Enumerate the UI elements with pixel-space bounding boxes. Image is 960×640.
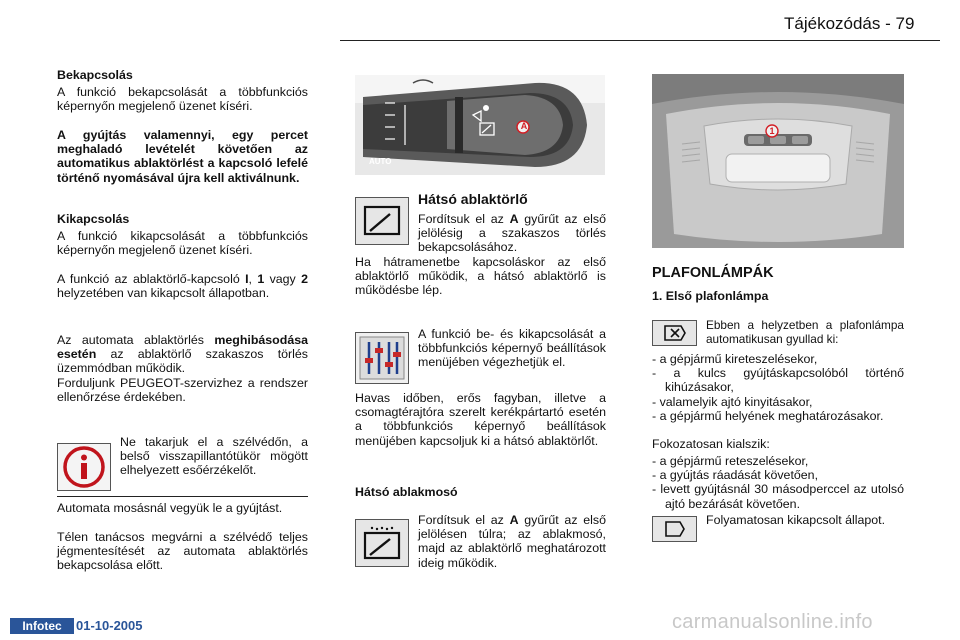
on-text: A funkció bekapcsolását a többfunkciós képernyőn megjelenő üzenet kíséri. bbox=[57, 85, 308, 114]
info-icon bbox=[57, 443, 111, 491]
info-divider bbox=[57, 496, 308, 497]
print-date: 01-10-2005 bbox=[76, 618, 143, 633]
auto-light-list bbox=[652, 352, 904, 423]
rear-washer-heading: Hátsó ablakmosó bbox=[355, 485, 458, 499]
off-text-1: A funkció kikapcsolását a többfunkciós képernyőn megjelenő üzenet kíséri. bbox=[57, 229, 308, 258]
list-item: - a gépjármű reteszelésekor, bbox=[652, 454, 809, 468]
winter-text: Télen tanácsos megvárni a szélvédő teljes jégmentesítését az automata ablaktörlés bekapcsolása előtt. bbox=[57, 530, 308, 573]
cold-weather-text: Havas időben, erős fagyban, illetve a csomagtérajtóra szerelt kerékpártartó esetén a többfunkciós képernyő beállítások menüjében kapcsoljuk ki a hátsó ablaktörlőt. bbox=[355, 391, 606, 448]
off-position-icon bbox=[652, 516, 697, 542]
list-item: - a kulcs gyújtáskapcsolóból történő kihúzásakor, bbox=[652, 366, 904, 395]
dim-heading: Fokozatosan kialszik: bbox=[652, 437, 770, 451]
list-item: - a gyújtás ráadását követően, bbox=[652, 468, 819, 483]
sensor-note: Ne takarjuk el a szélvédőn, a belső visszapillantótükör mögött elhelyezett esőérzékelőt. bbox=[120, 435, 308, 478]
reverse-text: Ha hátramenetbe kapcsoláskor az első ablaktörlő működik, a hátsó ablaktörlő is működésbe lép. bbox=[355, 255, 606, 298]
dim-list bbox=[652, 454, 904, 511]
watermark: carmanualsonline.info bbox=[672, 611, 873, 633]
infotec-logo: Infotec bbox=[10, 618, 74, 634]
off-text-2: A funkció az ablaktörlő-kapcsoló I, 1 vagy 2 helyzetében van kikapcsolt állapotban. bbox=[57, 272, 309, 301]
settings-sliders-icon bbox=[355, 332, 409, 384]
menu-text: A funkció be- és kikapcsolását a többfunkciós képernyő beállítások menüjében végezhetjük el. bbox=[418, 327, 606, 370]
rear-wiper-text: Fordítsuk el az A gyűrűt az első jelölésig a szakaszos törlés bekapcsolásához. bbox=[418, 212, 606, 255]
service-text: Forduljunk PEUGEOT-szervizhez a rendszer ellenőrzése érdekében. bbox=[57, 376, 308, 405]
header-rule bbox=[340, 40, 940, 41]
off-position-text: Folyamatosan kikapcsolt állapot. bbox=[706, 513, 886, 527]
on-heading: Bekapcsolás bbox=[57, 68, 133, 82]
label-1: 1 bbox=[769, 126, 775, 136]
auto-door-icon bbox=[652, 320, 697, 346]
rear-washer-icon bbox=[355, 519, 409, 567]
label-auto: AUTO bbox=[369, 157, 392, 166]
label-a: A bbox=[520, 121, 528, 131]
fault-text: Az automata ablaktörlés meghibásodása esetén az ablaktörlő szakaszos törlés üzemmódban működik. bbox=[57, 333, 308, 376]
page-title: Tájékozódás - 79 bbox=[784, 14, 915, 33]
rear-washer-text: Fordítsuk el az A gyűrűt az első jelölésen túlra; az ablakmosó, majd az ablaktörlő meghatározott ideig működik. bbox=[418, 513, 606, 570]
list-item: - levett gyújtásnál 30 másodperccel az utolsó ajtó bezárását követően. bbox=[652, 482, 904, 511]
front-light-heading: 1. Első plafonlámpa bbox=[652, 289, 769, 303]
on-warning: A gyújtás valamennyi, egy percet meghaladó levételét követően az automatikus ablaktörlést a kapcsoló lefelé történő nyomásával újra kell aktiválnunk. bbox=[57, 128, 308, 185]
off-heading: Kikapcsolás bbox=[57, 212, 130, 226]
list-item: - a gépjármű helyének meghatározásakor. bbox=[652, 408, 884, 423]
rear-wiper-icon bbox=[355, 197, 409, 245]
list-item: - a gépjármű kireteszelésekor, bbox=[652, 352, 818, 366]
ceiling-light-photo bbox=[652, 74, 904, 248]
car-wash-text: Automata mosásnál vegyük le a gyújtást. bbox=[57, 501, 283, 515]
rear-wiper-heading: Hátsó ablaktörlő bbox=[418, 191, 528, 207]
wiper-stalk-photo bbox=[355, 75, 605, 175]
section-heading: PLAFONLÁMPÁK bbox=[652, 265, 774, 281]
list-item: - valamelyik ajtó kinyitásakor, bbox=[652, 394, 813, 409]
auto-light-text: Ebben a helyzetben a plafonlámpa automatikusan gyullad ki: bbox=[706, 318, 904, 346]
